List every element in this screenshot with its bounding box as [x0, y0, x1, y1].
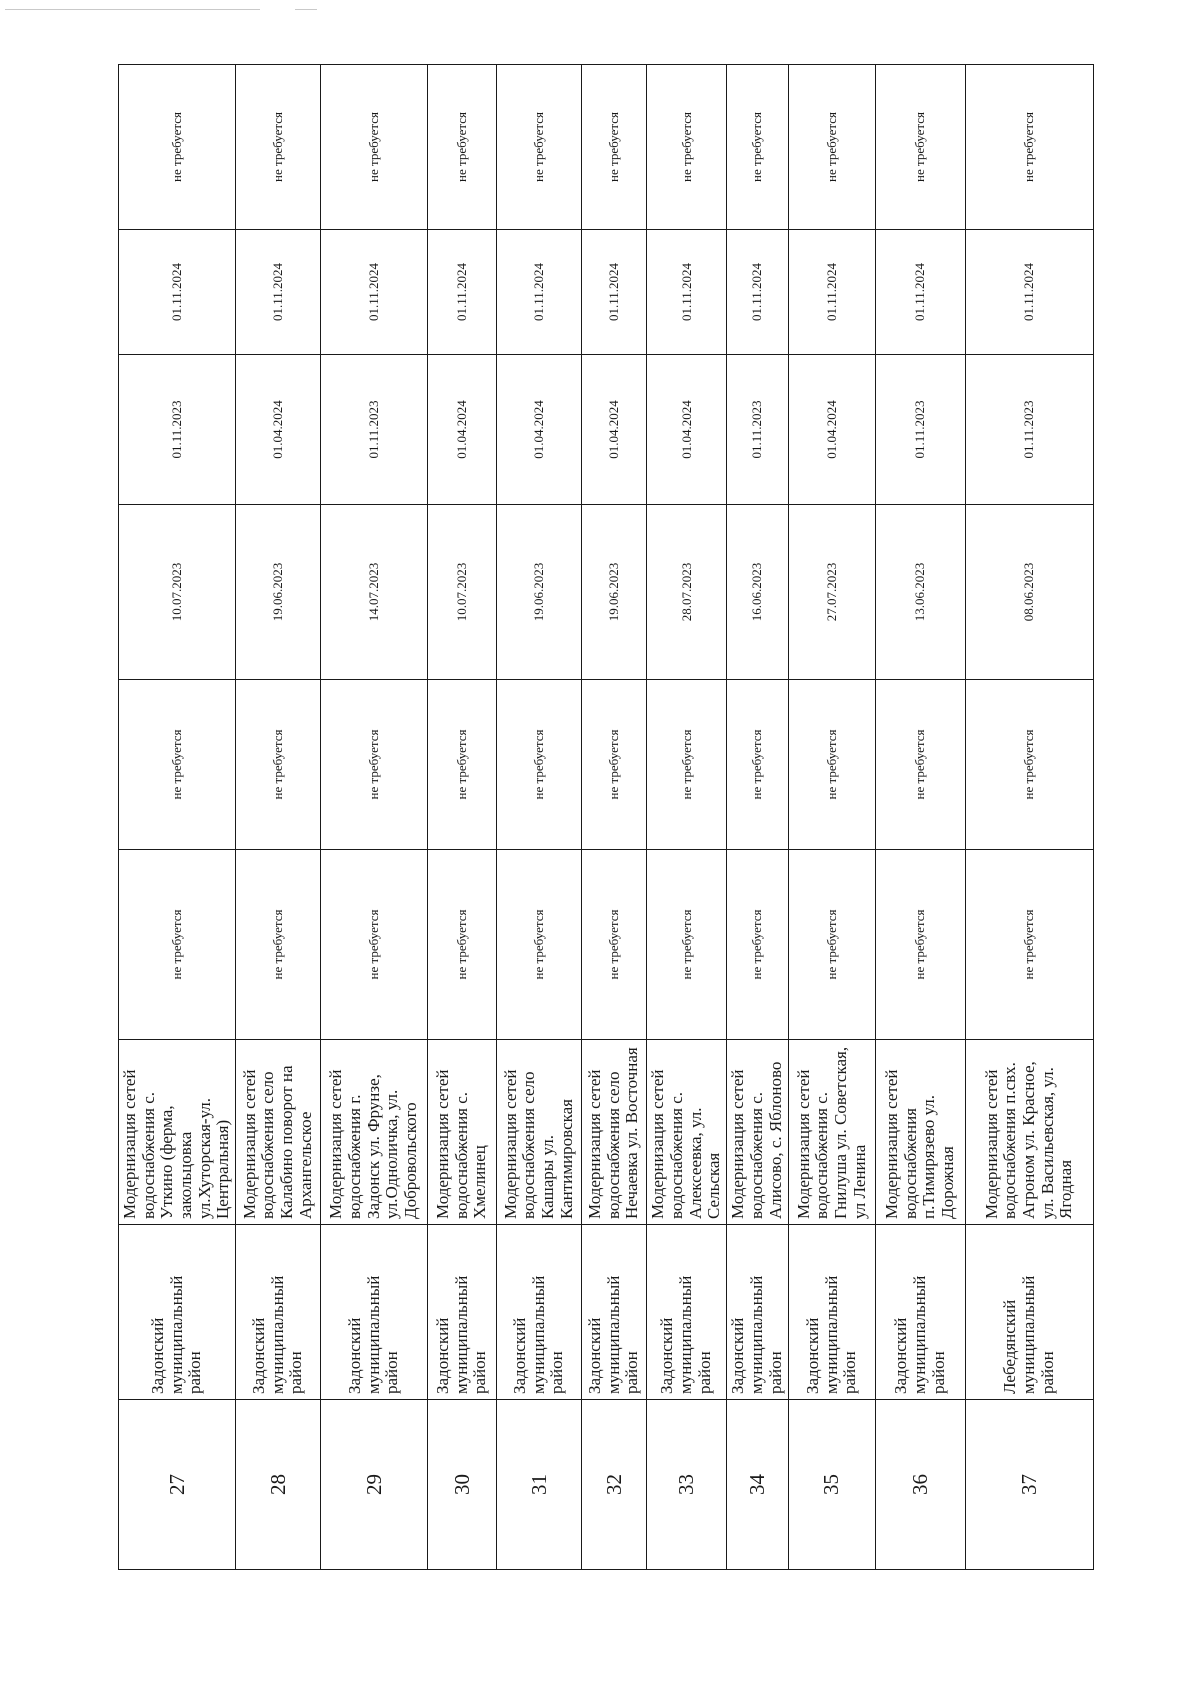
table-row	[497, 65, 582, 1570]
object-cell: Модернизация сетей водоснабжения село Калабино поворот на Архангельское	[236, 1040, 321, 1225]
row-number: 28	[236, 1400, 321, 1570]
scan-header-artifact	[5, 9, 260, 10]
object-cell: Модернизация сетей водоснабжения с. Уткино (ферма, закольцовка ул.Хуторская-ул. Центральная)	[119, 1040, 236, 1225]
district-cell: Задонский муниципальный район	[321, 1225, 428, 1400]
date-cell: 10.07.2023	[428, 505, 497, 680]
date-cell: 27.07.2023	[788, 505, 875, 680]
requirement-cell: не требуется	[726, 65, 788, 230]
date-cell: 01.11.2024	[788, 230, 875, 355]
district-cell: Задонский муниципальный район	[428, 1225, 497, 1400]
table-row	[965, 65, 1093, 1570]
row-number: 34	[726, 1400, 788, 1570]
date-cell: 19.06.2023	[497, 505, 582, 680]
requirement-cell: не требуется	[321, 680, 428, 850]
district-cell: Задонский муниципальный район	[497, 1225, 582, 1400]
district-cell: Задонский муниципальный район	[647, 1225, 727, 1400]
requirement-cell: не требуется	[726, 850, 788, 1040]
table-row	[236, 65, 321, 1570]
requirement-cell: не требуется	[236, 850, 321, 1040]
requirement-cell: не требуется	[647, 680, 727, 850]
district-cell: Задонский муниципальный район	[236, 1225, 321, 1400]
requirement-cell: не требуется	[965, 680, 1093, 850]
requirement-cell: не требуется	[428, 65, 497, 230]
requirement-cell: не требуется	[647, 65, 727, 230]
date-cell: 16.06.2023	[726, 505, 788, 680]
date-cell: 01.11.2023	[119, 355, 236, 505]
date-cell: 01.11.2024	[647, 230, 727, 355]
requirement-cell: не требуется	[428, 850, 497, 1040]
date-cell: 01.04.2024	[647, 355, 727, 505]
requirement-cell: не требуется	[582, 850, 647, 1040]
requirement-cell: не требуется	[875, 850, 965, 1040]
requirement-cell: не требуется	[497, 680, 582, 850]
object-cell: Модернизация сетей водоснабжения с. Алисово, с. Яблоново	[726, 1040, 788, 1225]
requirement-cell: не требуется	[875, 680, 965, 850]
date-cell: 19.06.2023	[236, 505, 321, 680]
date-cell: 01.11.2024	[582, 230, 647, 355]
table-row	[321, 65, 428, 1570]
date-cell: 08.06.2023	[965, 505, 1093, 680]
object-cell: Модернизация сетей водоснабжения с. Алексеевка, ул. Сельская	[647, 1040, 727, 1225]
table-row	[875, 65, 965, 1570]
district-cell: Задонский муниципальный район	[726, 1225, 788, 1400]
date-cell: 01.11.2023	[321, 355, 428, 505]
requirement-cell: не требуется	[582, 680, 647, 850]
date-cell: 19.06.2023	[582, 505, 647, 680]
row-number: 33	[647, 1400, 727, 1570]
requirement-cell: не требуется	[965, 65, 1093, 230]
requirement-cell: не требуется	[788, 680, 875, 850]
requirement-cell: не требуется	[875, 65, 965, 230]
date-cell: 01.11.2024	[236, 230, 321, 355]
requirement-cell: не требуется	[582, 65, 647, 230]
row-number: 36	[875, 1400, 965, 1570]
date-cell: 01.11.2023	[726, 355, 788, 505]
object-cell: Модернизация сетей водоснабжения с. Хмелинец	[428, 1040, 497, 1225]
date-cell: 28.07.2023	[647, 505, 727, 680]
district-cell: Задонский муниципальный район	[119, 1225, 236, 1400]
district-cell: Задонский муниципальный район	[582, 1225, 647, 1400]
table-row	[726, 65, 788, 1570]
requirement-cell: не требуется	[965, 850, 1093, 1040]
object-cell: Модернизация сетей водоснабжения село Кашары ул. Кантимировская	[497, 1040, 582, 1225]
requirement-cell: не требуется	[236, 65, 321, 230]
row-number: 27	[119, 1400, 236, 1570]
district-cell: Лебедянский муниципальный район	[965, 1225, 1093, 1400]
district-cell: Задонский муниципальный район	[788, 1225, 875, 1400]
object-cell: Модернизация сетей водоснабжения село Нечаевка ул. Восточная	[582, 1040, 647, 1225]
requirement-cell: не требуется	[428, 680, 497, 850]
date-cell: 01.11.2024	[965, 230, 1093, 355]
date-cell: 13.06.2023	[875, 505, 965, 680]
object-cell: Модернизация сетей водоснабжения с. Гнилуша ул. Советская, ул Ленина	[788, 1040, 875, 1225]
requirement-cell: не требуется	[726, 680, 788, 850]
requirement-cell: не требуется	[236, 680, 321, 850]
requirement-cell: не требуется	[788, 65, 875, 230]
scan-header-artifact	[295, 9, 317, 10]
object-cell: Модернизация сетей водоснабжения п.Тимирязево ул. Дорожная	[875, 1040, 965, 1225]
requirement-cell: не требуется	[321, 65, 428, 230]
date-cell: 01.11.2024	[497, 230, 582, 355]
requirement-cell: не требуется	[647, 850, 727, 1040]
requirement-cell: не требуется	[497, 850, 582, 1040]
requirement-cell: не требуется	[119, 65, 236, 230]
row-number: 35	[788, 1400, 875, 1570]
table-body	[119, 65, 1094, 1570]
date-cell: 01.04.2024	[236, 355, 321, 505]
requirement-cell: не требуется	[788, 850, 875, 1040]
requirement-cell: не требуется	[497, 65, 582, 230]
district-cell: Задонский муниципальный район	[875, 1225, 965, 1400]
table-row	[582, 65, 647, 1570]
date-cell: 01.11.2024	[321, 230, 428, 355]
date-cell: 01.04.2024	[428, 355, 497, 505]
object-cell: Модернизация сетей водоснабжения п.свх. Агроном ул. Красное, ул. Васильевская, ул. Ягодная	[965, 1040, 1093, 1225]
table-row	[647, 65, 727, 1570]
row-number: 31	[497, 1400, 582, 1570]
date-cell: 01.04.2024	[582, 355, 647, 505]
date-cell: 01.11.2023	[875, 355, 965, 505]
requirement-cell: не требуется	[321, 850, 428, 1040]
table-row	[788, 65, 875, 1570]
row-number: 37	[965, 1400, 1093, 1570]
row-number: 29	[321, 1400, 428, 1570]
requirement-cell: не требуется	[119, 680, 236, 850]
requirement-cell: не требуется	[119, 850, 236, 1040]
date-cell: 10.07.2023	[119, 505, 236, 680]
date-cell: 01.11.2024	[119, 230, 236, 355]
date-cell: 01.11.2023	[965, 355, 1093, 505]
table-row	[428, 65, 497, 1570]
data-table	[118, 64, 1094, 1570]
date-cell: 01.11.2024	[428, 230, 497, 355]
rotated-table-wrapper	[118, 65, 1076, 1570]
object-cell: Модернизация сетей водоснабжения г. Задонск ул. Фрунзе, ул.Одноличка, ул. Добровольского	[321, 1040, 428, 1225]
row-number: 30	[428, 1400, 497, 1570]
date-cell: 01.04.2024	[497, 355, 582, 505]
date-cell: 01.04.2024	[788, 355, 875, 505]
row-number: 32	[582, 1400, 647, 1570]
date-cell: 01.11.2024	[875, 230, 965, 355]
date-cell: 01.11.2024	[726, 230, 788, 355]
table-row	[119, 65, 236, 1570]
date-cell: 14.07.2023	[321, 505, 428, 680]
